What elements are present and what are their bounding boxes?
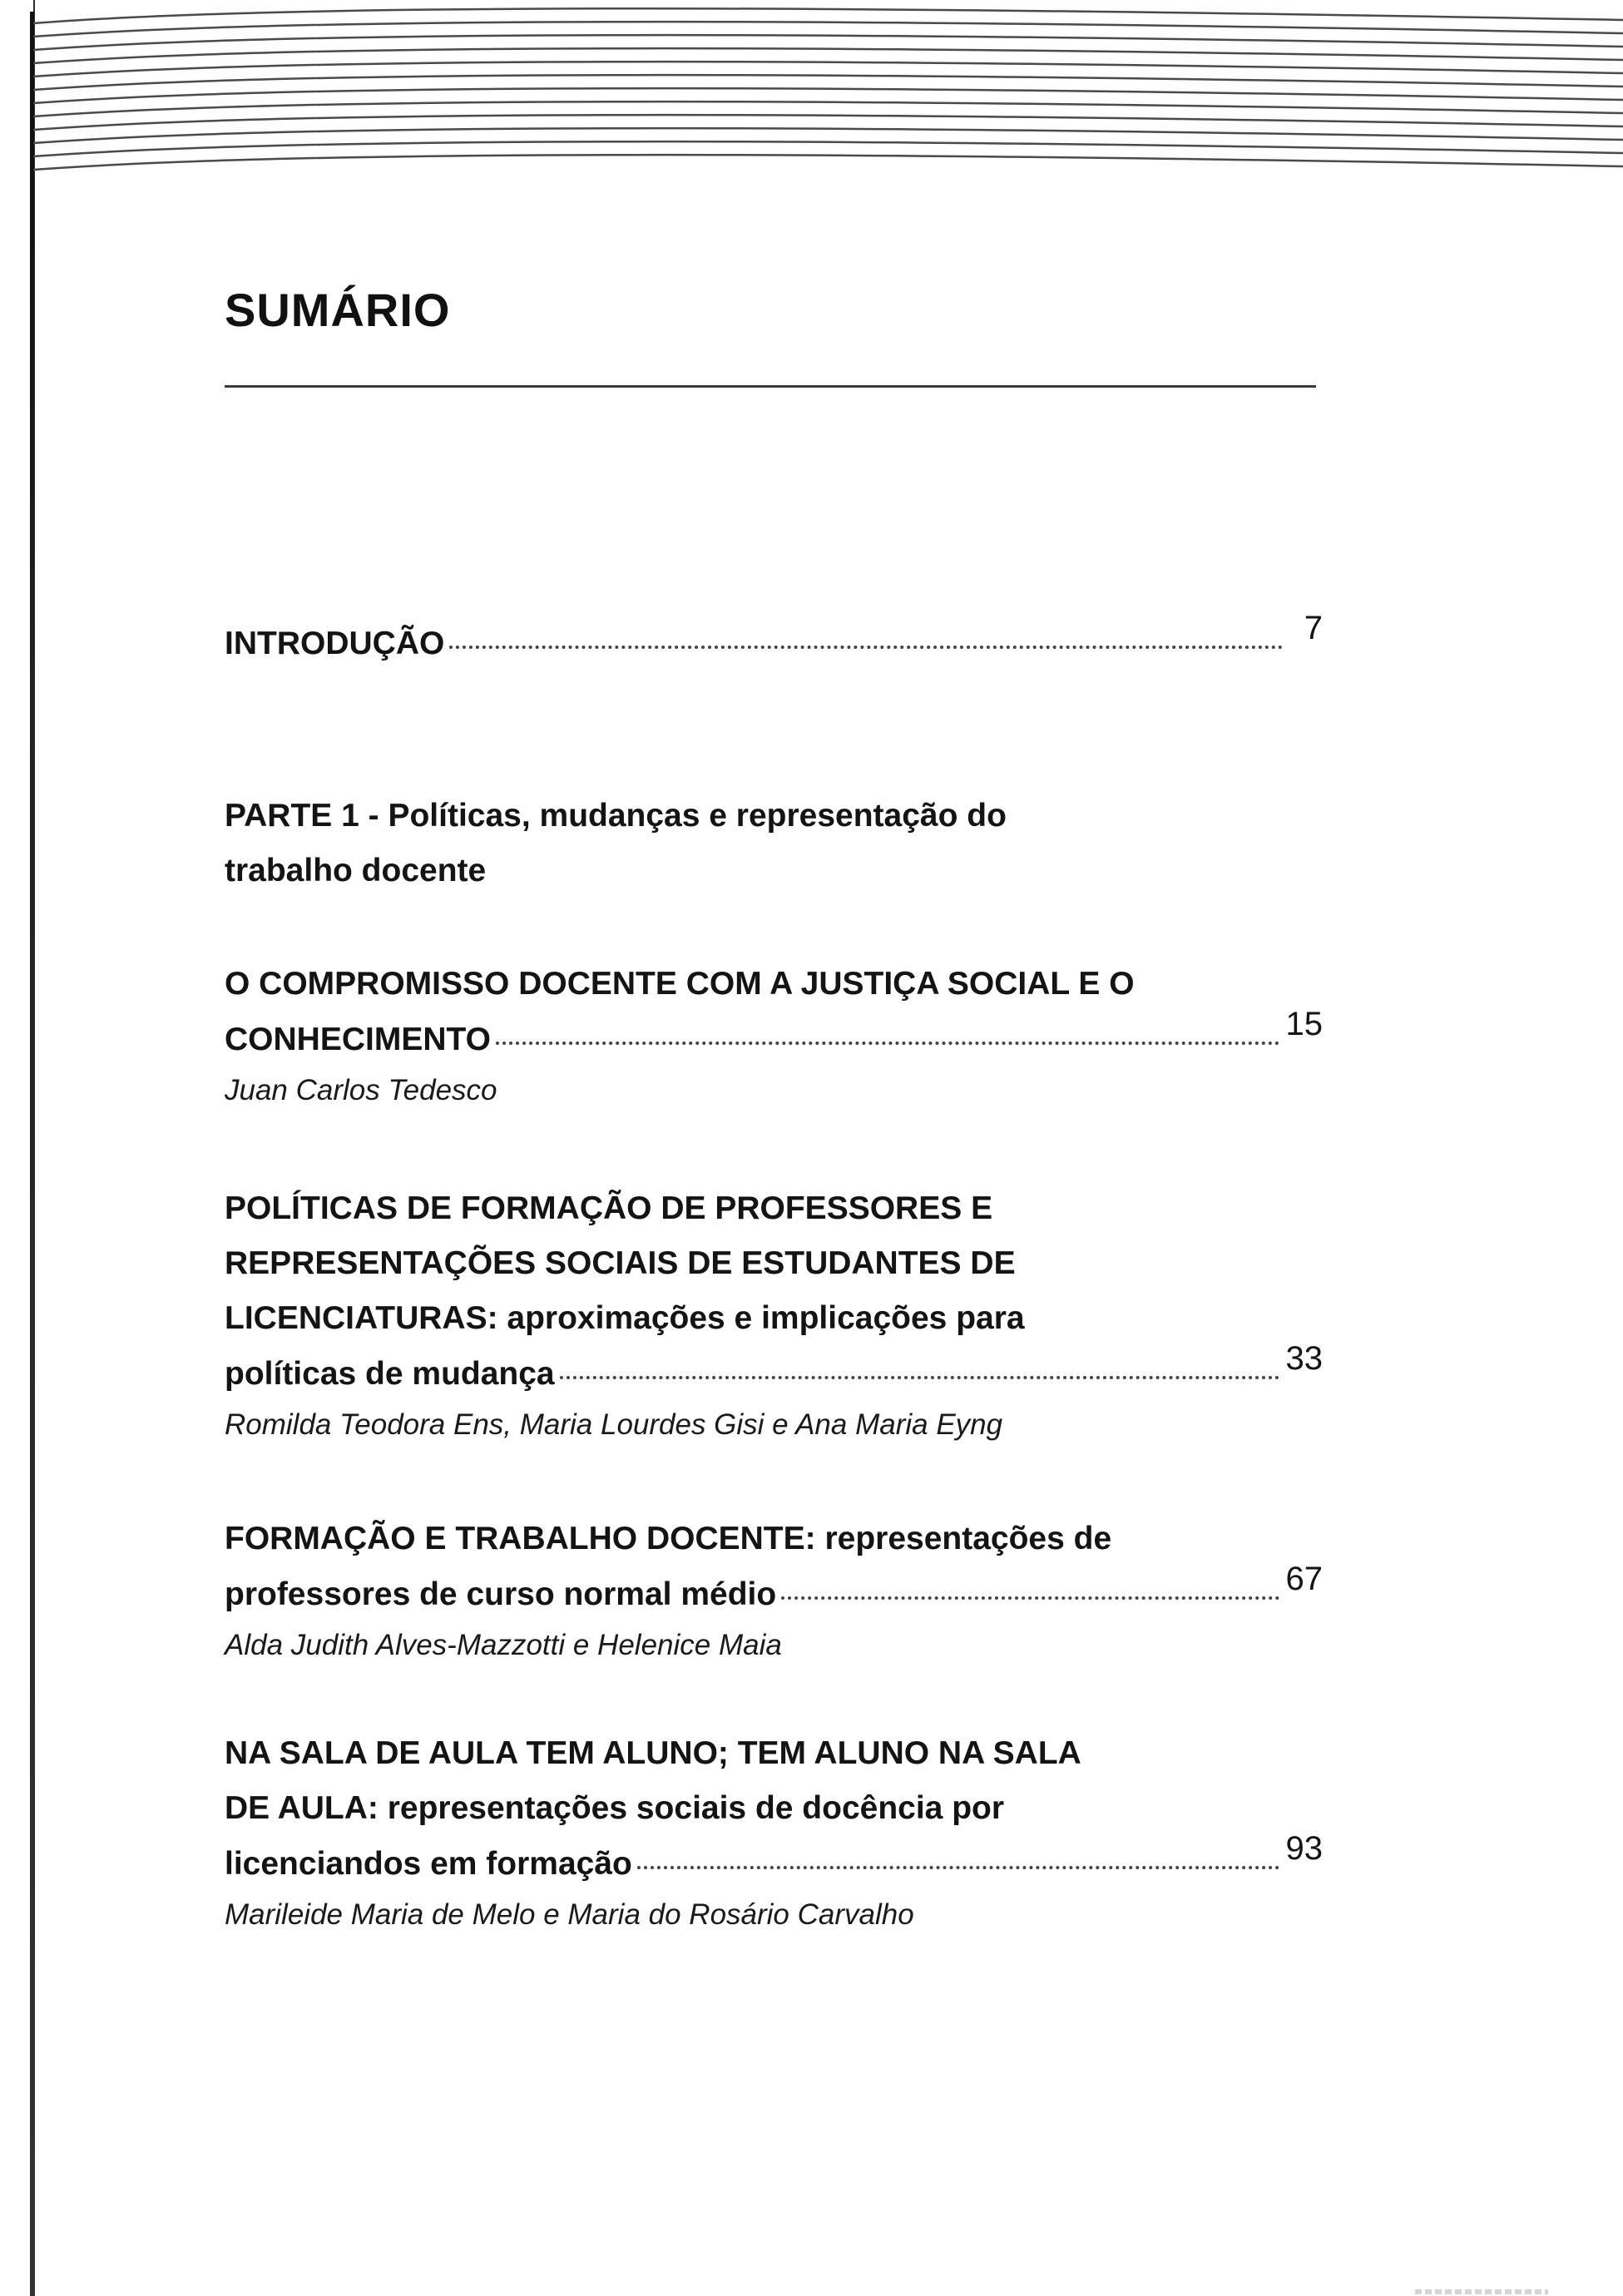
toc-entry-sala-de-aula[interactable] [225,1726,1323,1939]
toc-entry-title: NA SALA DE AULA TEM ALUNO; TEM ALUNO NA SALA [225,1735,1081,1771]
toc-entry-title: REPRESENTAÇÕES SOCIAIS DE ESTUDANTES DE [225,1245,1016,1281]
toc-entry-title: DE AULA: representações sociais de docência por [225,1790,1005,1826]
binding-edge-shadow [30,12,34,2296]
page-number: 7 [1304,610,1323,646]
title-divider [225,385,1316,388]
toc-part-heading-parte-1 [225,789,1323,898]
toc-entry-line [225,610,1323,670]
toc-entry-line [225,1236,1323,1291]
part-title-line: PARTE 1 - Políticas, mudanças e representação do [225,798,1007,834]
toc-entry-politicas-formacao[interactable] [225,1181,1323,1449]
toc-entry-line [225,1781,1323,1836]
page-title: SUMÁRIO [225,284,451,336]
decorative-header-lines [33,0,1623,183]
toc-entry-line [225,1181,1323,1236]
toc-entry-introducao[interactable] [225,610,1323,670]
toc-entry-title: licenciandos em formação [225,1846,632,1882]
toc-entry-line [225,1006,1323,1066]
toc-entry-line [225,844,1323,898]
dot-leader [560,1376,1279,1379]
toc-entry-line [225,1340,1323,1401]
toc-entry-formacao-trabalho[interactable] [225,1512,1323,1670]
toc-entry-title: LICENCIATURAS: aproximações e implicações para [225,1300,1025,1336]
toc-entry-line [225,1512,1323,1566]
page-number: 93 [1285,1830,1323,1867]
toc-entry-title: políticas de mudança [225,1356,555,1392]
dot-leader [496,1042,1279,1045]
toc-entry-author: Juan Carlos Tedesco [225,1074,497,1106]
toc-entry-line [225,1291,1323,1346]
toc-entry-line [225,1561,1323,1621]
page-number: 33 [1285,1340,1323,1377]
toc-entry-line [225,789,1323,844]
toc-entry-author: Marileide Maria de Melo e Maria do Rosário Carvalho [225,1898,914,1931]
dot-leader [449,646,1283,649]
dot-leader [637,1866,1279,1869]
toc-entry-line [225,1726,1323,1781]
toc-entry-title: CONHECIMENTO [225,1022,491,1057]
toc-entry-title: professores de curso normal médio [225,1576,777,1612]
toc-entry-title: INTRODUÇÃO [225,626,445,661]
part-title-line: trabalho docente [225,853,487,888]
page-number: 15 [1285,1006,1323,1042]
toc-entry-author: Romilda Teodora Ens, Maria Lourdes Gisi e Ana Maria Eyng [225,1408,1003,1441]
toc-entry-title: FORMAÇÃO E TRABALHO DOCENTE: representações de [225,1521,1112,1556]
toc-entry-title: POLÍTICAS DE FORMAÇÃO DE PROFESSORES E [225,1190,993,1226]
scan-artifact [1415,2289,1548,2294]
page-number: 67 [1285,1561,1323,1597]
toc-entry-author: Alda Judith Alves-Mazzotti e Helenice Maia [225,1629,782,1661]
toc-entry-line [225,1830,1323,1891]
toc-entry-title: O COMPROMISSO DOCENTE COM A JUSTIÇA SOCIAL E O [225,966,1135,1002]
toc-entry-line [225,957,1323,1012]
toc-entry-compromisso-docente[interactable] [225,957,1323,1115]
dot-leader [781,1596,1279,1600]
